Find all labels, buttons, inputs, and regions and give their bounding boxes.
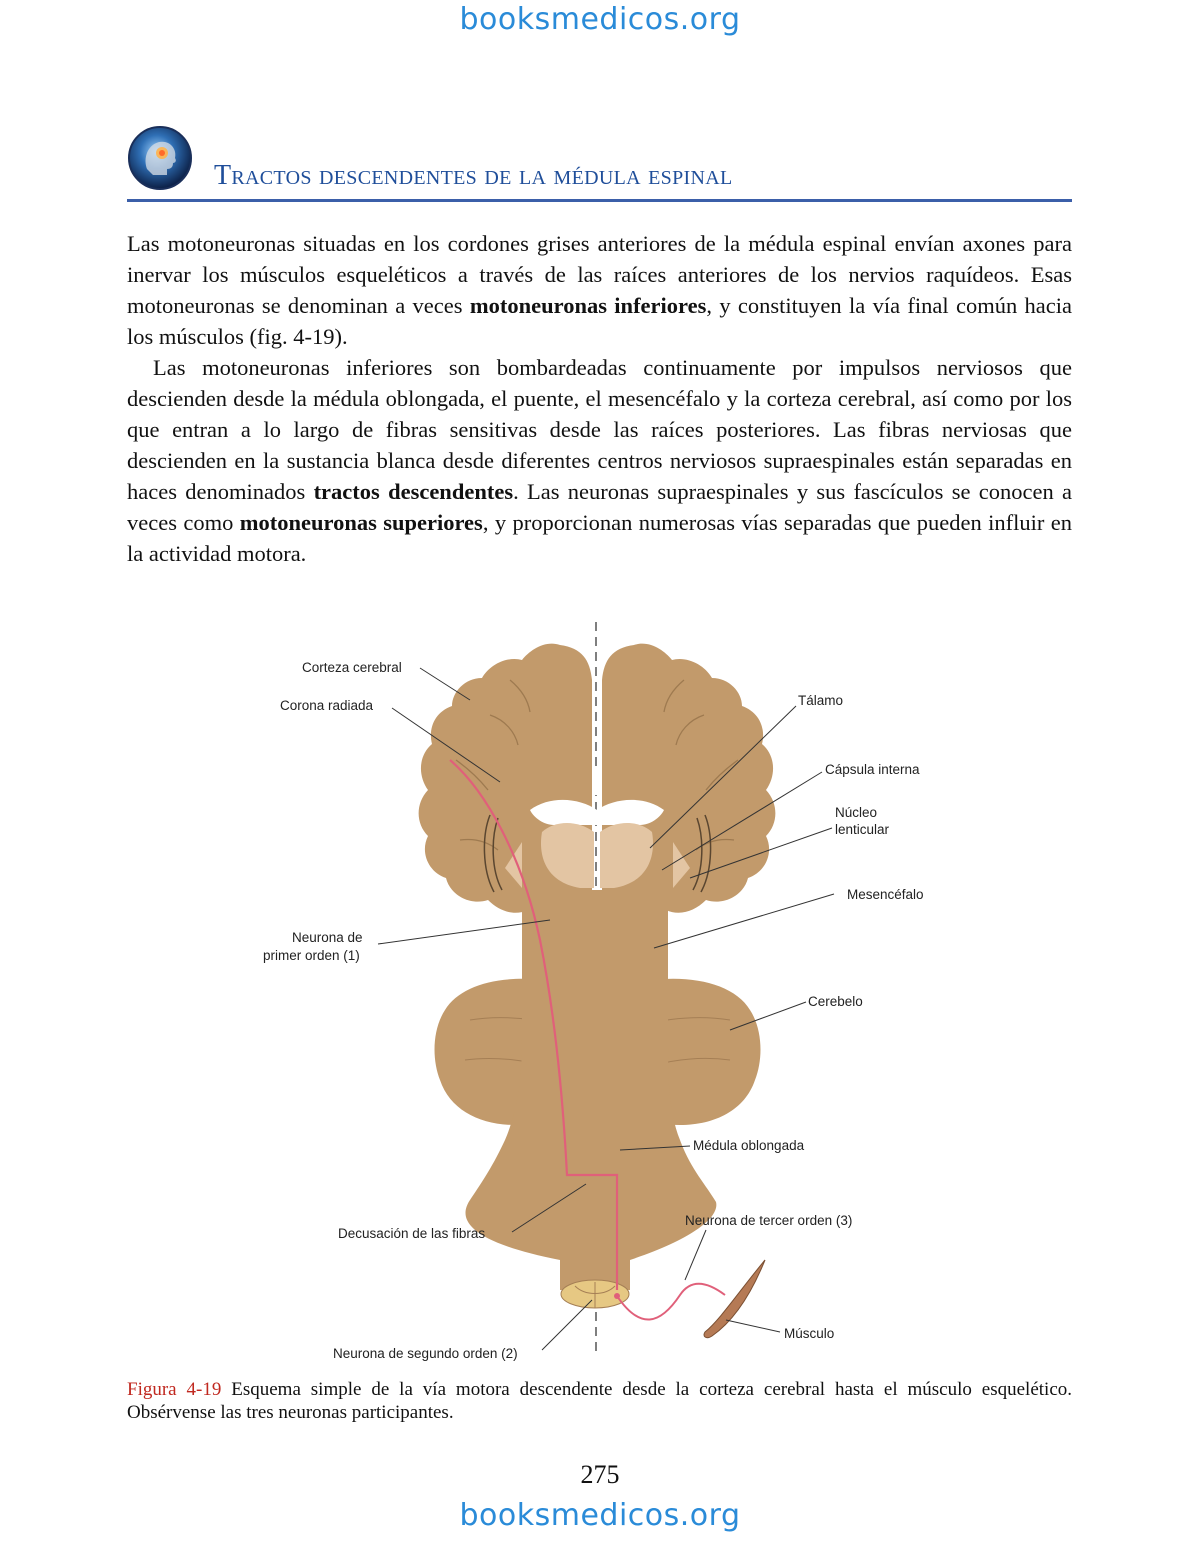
text-run: , y proporcionan numerosas vías separadas que pueden influir en la actividad motora.: [127, 510, 1072, 566]
label-talamo: Tálamo: [798, 693, 844, 708]
title-rule: [127, 199, 1072, 202]
paragraph-1: [127, 228, 1072, 352]
watermark-top: booksmedicos.org: [459, 2, 741, 37]
section-header: [127, 120, 1072, 204]
label-nucleo-2: lenticular: [835, 822, 890, 837]
label-medula: Médula oblongada: [693, 1138, 805, 1153]
section-title: Tractos descendentes de la médula espinal: [214, 160, 733, 191]
bold-term: motoneuronas inferiores: [469, 293, 707, 318]
muscle: [704, 1260, 765, 1338]
caption-text: Esquema simple de la vía motora descendente desde la corteza cerebral hasta el músculo esquelético. Obsérvense las tres neuronas participantes.: [127, 1379, 1072, 1423]
figure-caption: [127, 1378, 1072, 1424]
label-neurona1-1: Neurona de: [292, 930, 363, 945]
bold-term: motoneuronas superiores: [239, 510, 483, 535]
paragraph-2: [127, 352, 1072, 569]
label-corteza: Corteza cerebral: [302, 660, 402, 675]
label-musculo: Músculo: [784, 1326, 835, 1341]
brain-globe-icon: [127, 125, 193, 191]
text-run: . Las neuronas supraespinales y sus fascículos se conocen a veces como: [127, 479, 1072, 535]
label-capsula: Cápsula interna: [825, 762, 920, 777]
label-mesencefalo: Mesencéfalo: [847, 887, 924, 902]
watermark-bottom: booksmedicos.org: [459, 1498, 741, 1533]
page-number: 275: [580, 1460, 620, 1489]
motor-pathway-figure: [260, 620, 960, 1365]
label-decusacion: Decusación de las fibras: [338, 1226, 486, 1241]
label-corona: Corona radiada: [280, 698, 374, 713]
label-neurona2: Neurona de segundo orden (2): [333, 1346, 518, 1361]
spinal-cord: [560, 1180, 630, 1290]
text-run: , y constituyen la vía final común hacia los músculos (fig. 4-19).: [127, 293, 1073, 349]
body-text: [127, 228, 1072, 569]
label-cerebelo: Cerebelo: [808, 994, 863, 1009]
label-nucleo-1: Núcleo: [835, 805, 878, 820]
bold-term: tractos descendentes: [313, 479, 514, 504]
text-run: Las motoneuronas situadas en los cordones grises anteriores de la médula espinal envían axones para inervar los músculos esqueléticos a través de las raíces anteriores de los nervios raquídeos. Esas motoneuronas se denominan a veces: [127, 231, 1072, 318]
caption-figure-number: Figura 4-19: [127, 1379, 222, 1400]
label-neurona3: Neurona de tercer orden (3): [685, 1213, 853, 1228]
pathway-third-order: [617, 1284, 725, 1320]
label-neurona1-2: primer orden (1): [263, 948, 360, 963]
text-run: Las motoneuronas inferiores son bombardeadas continuamente por impulsos nerviosos que descienden desde la médula oblongada, el puente, el mesencéfalo y la corteza cerebral, así como por los que entran a lo largo de fibras sensitivas desde las raíces posteriores. Las fibras nerviosas que descienden en la sustancia blanca desde diferentes centros nerviosos supraespinales están separadas en haces denominados: [127, 355, 1072, 504]
